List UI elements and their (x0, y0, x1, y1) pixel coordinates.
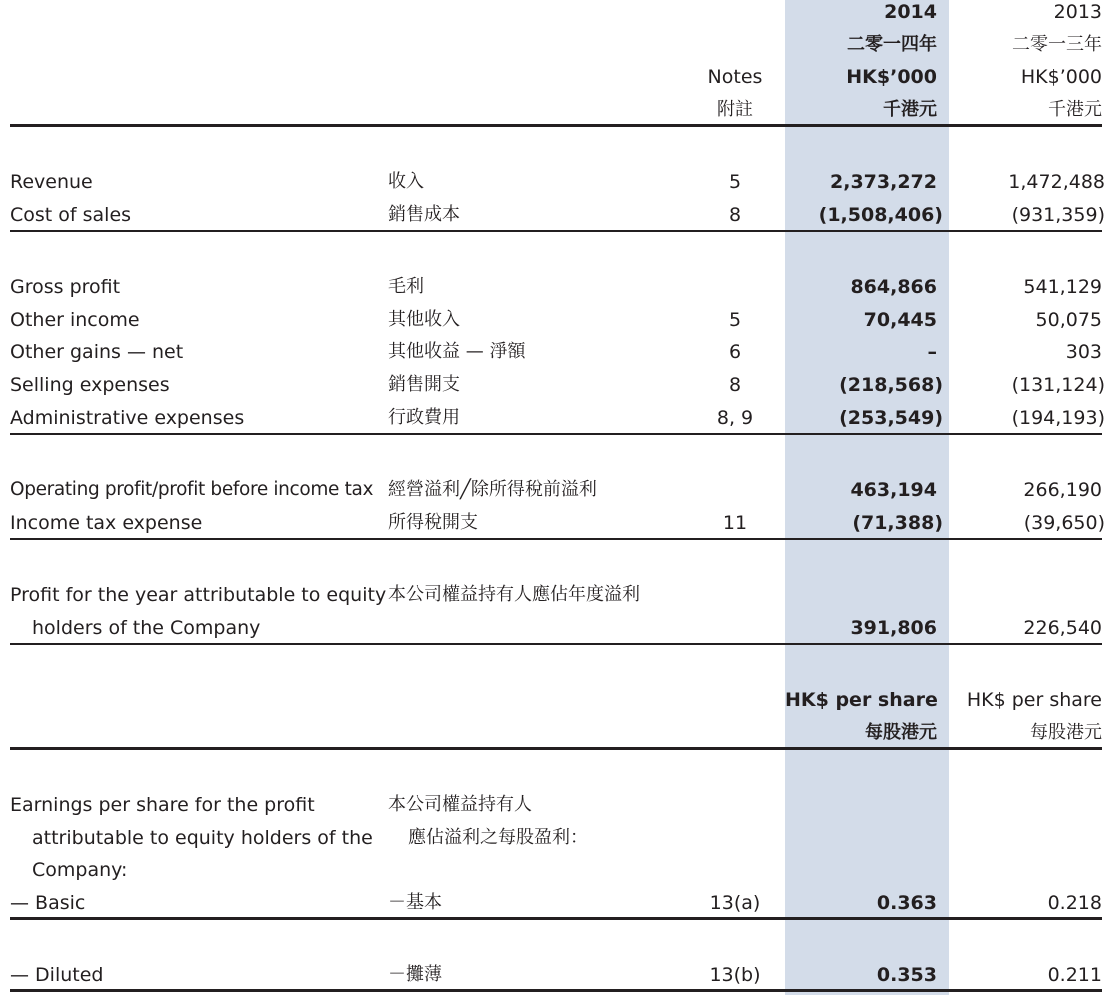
gross-profit-prior: 541,129 (1023, 276, 1102, 298)
header-unit-prior: HK$’000 (1020, 66, 1102, 88)
cost-of-sales-current: (1,508,406) (818, 204, 943, 226)
eps-label-line1: Earnings per share for the profit (10, 794, 315, 816)
other-income-prior: 50,075 (1035, 309, 1102, 331)
other-gains-note: 6 (728, 341, 742, 363)
other-income-label-zh: 其他收入 (388, 309, 460, 330)
eps-diluted-current: 0.353 (876, 964, 937, 986)
per-share-header-prior-zh: 每股港元 (1030, 722, 1102, 743)
operating-profit-label: Operating profit/profit before income tax (10, 479, 374, 500)
income-tax-note: 11 (722, 512, 748, 534)
admin-expenses-label: Administrative expenses (10, 407, 245, 429)
eps-diluted-prior: 0.211 (1047, 964, 1102, 986)
cost-of-sales-prior: (931,359) (1011, 204, 1105, 226)
operating-profit-current: 463,194 (850, 479, 937, 501)
selling-expenses-current: (218,568) (839, 374, 943, 396)
cost-of-sales-label-zh: 銷售成本 (388, 204, 460, 225)
eps-label-line2: attributable to equity holders of the (32, 827, 373, 849)
header-year-prior-zh: 二零一三年 (1012, 34, 1102, 55)
revenue-label-zh: 收入 (388, 171, 424, 192)
gross-profit-current: 864,866 (850, 276, 937, 298)
header-rule (10, 124, 1102, 127)
eps-diluted-label-zh: －攤薄 (388, 964, 442, 985)
other-gains-current: – (927, 341, 937, 363)
eps-diluted-note: 13(b) (709, 964, 761, 986)
gross-profit-label: Gross profit (10, 276, 121, 298)
profit-label-line2: holders of the Company (32, 617, 261, 639)
eps-basic-label: — Basic (10, 892, 86, 914)
other-income-label: Other income (10, 309, 140, 331)
income-tax-label: Income tax expense (10, 512, 203, 534)
revenue-note: 5 (728, 171, 742, 193)
eps-label-zh-line2: 應佔溢利之每股盈利： (408, 827, 588, 848)
selling-expenses-note: 8 (728, 374, 742, 396)
header-year-current: 2014 (884, 1, 937, 23)
per-share-header-current-zh: 每股港元 (865, 722, 937, 743)
header-unit-current: HK$’000 (846, 66, 937, 88)
admin-expenses-note: 8, 9 (716, 407, 754, 429)
eps-label-line3: Company: (32, 859, 128, 881)
other-gains-label: Other gains — net (10, 341, 184, 363)
rule (10, 643, 1102, 645)
rule (10, 433, 1102, 435)
header-notes-zh: 附註 (717, 99, 753, 120)
header-year-current-zh: 二零一四年 (847, 34, 937, 55)
other-income-note: 5 (728, 309, 742, 331)
operating-profit-prior: 266,190 (1023, 479, 1102, 501)
revenue-current: 2,373,272 (830, 171, 937, 193)
admin-expenses-current: (253,549) (839, 407, 943, 429)
per-share-header-rule (10, 747, 1102, 750)
selling-expenses-label: Selling expenses (10, 374, 170, 396)
header-year-prior: 2013 (1053, 1, 1102, 23)
other-gains-label-zh: 其他收益 — 淨額 (388, 341, 526, 362)
revenue-prior: 1,472,488 (1008, 171, 1105, 193)
profit-current: 391,806 (850, 617, 937, 639)
revenue-label: Revenue (10, 171, 93, 193)
per-share-header-prior: HK$ per share (966, 689, 1102, 711)
income-tax-prior: (39,650) (1023, 512, 1105, 534)
selling-expenses-label-zh: 銷售開支 (388, 374, 460, 395)
admin-expenses-prior: (194,193) (1011, 407, 1105, 429)
other-income-current: 70,445 (863, 309, 937, 331)
rule (10, 989, 1102, 992)
eps-basic-current: 0.363 (876, 892, 937, 914)
eps-basic-label-zh: －基本 (388, 892, 442, 913)
eps-basic-prior: 0.218 (1047, 892, 1102, 914)
operating-profit-label-zh: 經營溢利╱除所得稅前溢利 (388, 479, 597, 500)
rule (10, 538, 1102, 540)
income-tax-current: (71,388) (852, 512, 943, 534)
header-unit-current-zh: 千港元 (883, 99, 937, 120)
per-share-header-current: HK$ per share (785, 689, 938, 711)
cost-of-sales-label: Cost of sales (10, 204, 132, 226)
eps-basic-note: 13(a) (709, 892, 761, 914)
profit-label-line1: Profit for the year attributable to equity (10, 584, 387, 606)
header-notes: Notes (707, 66, 763, 88)
other-gains-prior: 303 (1065, 341, 1102, 363)
eps-diluted-label: — Diluted (10, 964, 104, 986)
header-unit-prior-zh: 千港元 (1048, 99, 1102, 120)
eps-label-zh-line1: 本公司權益持有人 (388, 794, 532, 815)
rule (10, 230, 1102, 232)
selling-expenses-prior: (131,124) (1011, 374, 1105, 396)
cost-of-sales-note: 8 (728, 204, 742, 226)
profit-label-zh: 本公司權益持有人應佔年度溢利 (388, 584, 640, 605)
profit-prior: 226,540 (1023, 617, 1102, 639)
rule (10, 917, 1102, 920)
admin-expenses-label-zh: 行政費用 (388, 407, 460, 428)
income-tax-label-zh: 所得稅開支 (388, 512, 478, 533)
gross-profit-label-zh: 毛利 (388, 276, 424, 297)
